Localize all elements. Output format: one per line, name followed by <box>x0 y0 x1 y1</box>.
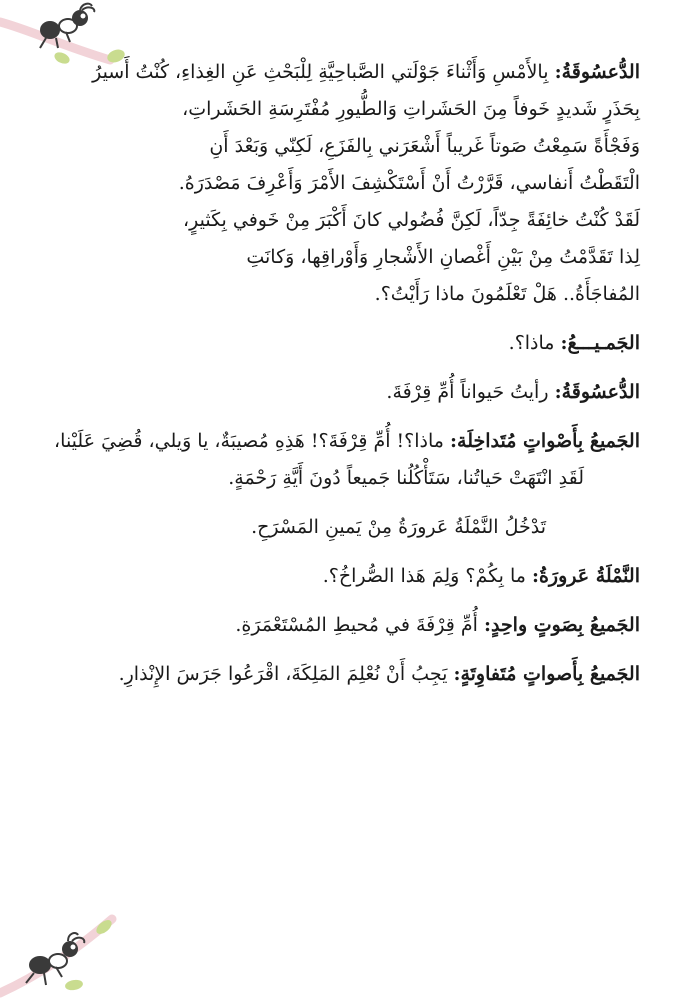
speaker-label: النَّمْلَةُ عَرورَةُ: <box>531 565 640 587</box>
speaker-label: الدُّعسُوقَةُ: <box>554 381 640 403</box>
dialogue-block-all-3 <box>60 607 640 644</box>
dialogue-block-ant <box>60 558 640 595</box>
speaker-label: الجَمـيـــعُ: <box>560 332 640 354</box>
dialogue-text: أُمِّ قِرْفَةَ في مُحيطِ المُسْتَعْمَرَةِ. <box>235 614 478 636</box>
text-line: وَفَجْأَةً سَمِعْتُ صَوتاً غَريباً أَشْعَرَني بِالفَزَعِ، لَكِنّي وَبَعْدَ أَنِ <box>209 135 640 157</box>
dialogue-page <box>54 54 640 705</box>
text-line: لَقَدِ انْتَهَتْ حَياتُنا، سَتَأْكُلُنا جَميعاً دُونَ أَيَّةِ رَحْمَةٍ. <box>228 467 584 489</box>
text-line: المُفاجَأَةُ.. هَلْ تَعْلَمُونَ ماذا رَأَيْتُ؟. <box>374 283 640 305</box>
text-line <box>54 423 640 460</box>
text-line <box>60 607 640 644</box>
dialogue-text: بِالأَمْسِ وَأَثْناءَ جَوْلَتي الصَّباحِيَّةِ لِلْبَحْثِ عَنِ الغِذاءِ، كُنْتُ أَسيرُ <box>92 61 549 83</box>
dialogue-block-ladybug-1 <box>60 54 640 313</box>
dialogue-block-all-2 <box>54 423 640 497</box>
speaker-label: الجَميعُ بِأَصْواتٍ مُتَداخِلَة: <box>450 430 640 452</box>
dialogue-text: يَجِبُ أَنْ نُعْلِمَ المَلِكَةَ، اقْرَعُوا جَرَسَ الإِنْذارِ. <box>118 663 448 685</box>
text-line <box>60 54 640 91</box>
dialogue-text: ماذا؟. <box>508 332 555 354</box>
text-line: بِحَذَرٍ شَديدٍ خَوفاً مِنَ الحَشَراتِ وَالطُّيورِ مُفْتَرِسَةِ الحَشَراتِ، <box>182 98 640 120</box>
text-line <box>60 656 640 693</box>
stage-direction: تَدْخُلُ النَّمْلَةُ عَرورَةُ مِنْ يَمينِ المَسْرَحِ. <box>251 516 546 538</box>
speaker-label: الجَميعُ بِصَوتٍ واحِدٍ: <box>483 614 640 636</box>
text-line: الْتَقَطْتُ أَنفاسي، قَرَّرْتُ أَنْ أَسْتَكْشِفَ الأَمْرَ وَأَعْرِفَ مَصْدَرَهُ. <box>178 172 640 194</box>
dialogue-block-all-4 <box>60 656 640 693</box>
speaker-label: الدُّعسُوقَةُ: <box>554 61 640 83</box>
dialogue-block-all-1 <box>60 325 640 362</box>
dialogue-text: ما بِكُمْ؟ وَلِمَ هَذا الصُّراخُ؟. <box>322 565 526 587</box>
text-line: لَقَدْ كُنْتُ خائِفَةً جِدّاً، لَكِنَّ فُضُولي كانَ أَكْبَرَ مِنْ خَوفي بِكَثيرٍ، <box>182 209 640 231</box>
text-line <box>60 374 640 411</box>
dialogue-text: ماذا؟! أُمِّ قِرْفَةَ؟! هَذِهِ مُصيبَةٌ، يا وَيلي، قُضِيَ عَلَيْنا، <box>54 430 444 452</box>
text-line <box>60 558 640 595</box>
stage-direction-block <box>60 509 640 546</box>
dialogue-block-ladybug-2 <box>60 374 640 411</box>
dialogue-text: رأيتُ حَيواناً أُمِّ قِرْفَةَ. <box>386 381 549 403</box>
ant-on-branch-icon <box>0 905 140 1000</box>
speaker-label: الجَميعُ بِأَصواتٍ مُتَفاوِتَةٍ: <box>453 663 640 685</box>
text-line: لِذا تَقَدَّمْتُ مِنْ بَيْنِ أَغْصانِ الأَشْجارِ وَأَوْراقِها، وَكانَتِ <box>246 246 640 268</box>
text-line <box>60 325 640 362</box>
